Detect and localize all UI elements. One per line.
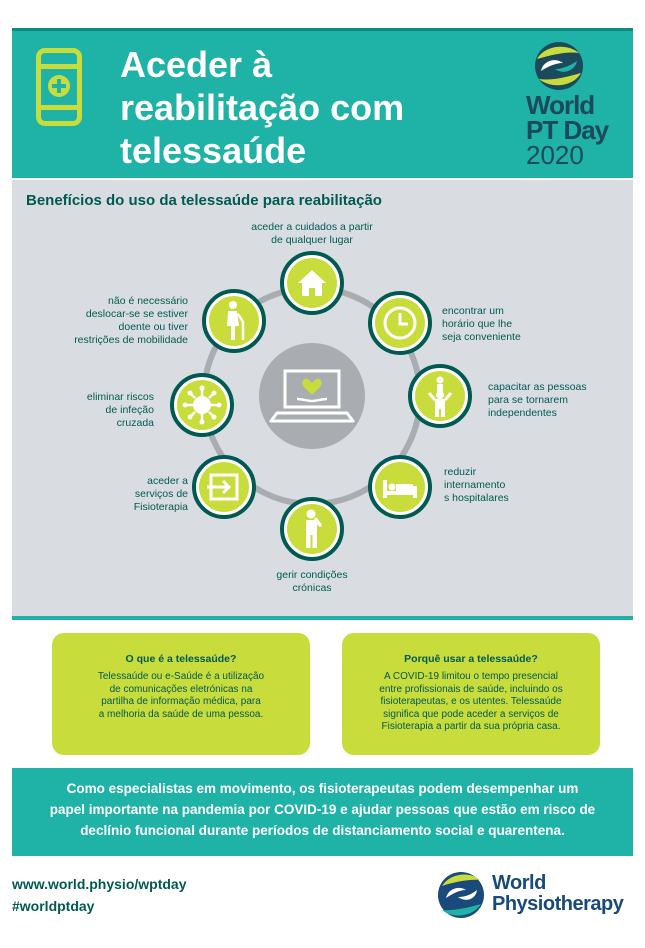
covid-message-banner — [12, 768, 633, 856]
brand-year: 2020 — [526, 140, 584, 170]
parent-child-icon — [415, 371, 465, 421]
clock-icon — [375, 298, 425, 348]
benefit-node-independence — [408, 364, 472, 428]
benefit-label-schedule: encontrar um horário que lhe seja conveniente — [442, 305, 521, 343]
info-card-why-use — [342, 633, 600, 755]
world-pt-day-logo-icon — [527, 41, 591, 91]
world-physiotherapy-logo-icon — [436, 870, 486, 920]
world-physiotherapy-wordmark — [492, 873, 623, 915]
website-link[interactable]: www.world.physio/wptday — [12, 876, 187, 892]
benefit-label-mobility: não é necessário deslocar-se se estiver doente ou tiver restrições de mobilidade — [74, 295, 188, 346]
title-line: reabilitação com — [120, 87, 405, 128]
hospital-bed-icon — [375, 462, 425, 512]
benefit-node-mobility — [202, 289, 266, 353]
center-laptop-circle — [259, 343, 365, 449]
card-body: Telessaúde ou e-Saúde é a utilização de comunicações eletrónicas na partilha de informação médica, para a melhoria da saúde de uma pessoa. — [97, 671, 265, 720]
benefit-node-anywhere — [280, 251, 344, 315]
benefits-panel — [12, 180, 633, 620]
benefit-label-chronic: gerir condições crónicas — [276, 569, 348, 594]
banner-line: Como especialistas em movimento, os fisioterapeutas podem desempenhar um — [66, 781, 579, 796]
benefit-node-schedule — [368, 291, 432, 355]
benefit-label-anywhere: aceder a cuidados a partir de qualquer lugar — [251, 221, 373, 246]
house-icon — [287, 258, 337, 308]
elderly-walker-icon — [209, 296, 259, 346]
benefit-node-chronic — [280, 497, 344, 561]
org-line: World — [492, 872, 546, 894]
banner-line: declínio funcional durante períodos de distanciamento social e quarentena. — [80, 823, 565, 838]
benefit-label-independence: capacitar as pessoas para se tornarem independentes — [488, 381, 587, 419]
hashtag: #worldptday — [12, 898, 95, 914]
virus-icon — [177, 380, 227, 430]
info-card-what-is — [52, 633, 310, 755]
page-title — [120, 43, 480, 172]
card-title: O que é a telessaúde? — [125, 653, 237, 665]
laptop-heart-icon — [259, 343, 365, 449]
title-line: Aceder à — [120, 44, 273, 85]
card-body: A COVID-19 limitou o tempo presencial entre profissionais de saúde, incluindo os fisioterapeutas, e os utentes. Telessaúde significa que pode aceder a serviços de Fisioterapia a partir da sua própria casa. — [379, 671, 563, 732]
card-title: Porquê usar a telessaúde? — [404, 653, 538, 665]
benefit-node-infection — [170, 373, 234, 437]
benefits-heading: Benefícios do uso da telessaúde para reabilitação — [26, 192, 382, 209]
brand-line: PT Day — [526, 115, 609, 145]
sign-in-icon — [199, 462, 249, 512]
brand-line: World — [526, 90, 595, 120]
benefit-label-infection: eliminar riscos de infeção cruzada — [86, 391, 154, 429]
benefit-node-physio-services — [192, 455, 256, 519]
person-thinking-icon — [287, 504, 337, 554]
benefit-node-hospital — [368, 455, 432, 519]
benefit-label-hospital: reduzir internamento s hospitalares — [444, 466, 509, 504]
world-pt-day-wordmark — [526, 90, 626, 170]
org-line: Physiotherapy — [492, 893, 624, 915]
title-line: telessaúde — [120, 130, 307, 171]
phone-medical-icon — [36, 48, 82, 126]
header-banner — [12, 28, 633, 178]
benefit-label-physio-services: aceder a serviços de Fisioterapia — [133, 475, 188, 513]
banner-line: papel importante na pandemia por COVID-19 e ajudar pessoas que estão em risco de — [49, 802, 596, 817]
